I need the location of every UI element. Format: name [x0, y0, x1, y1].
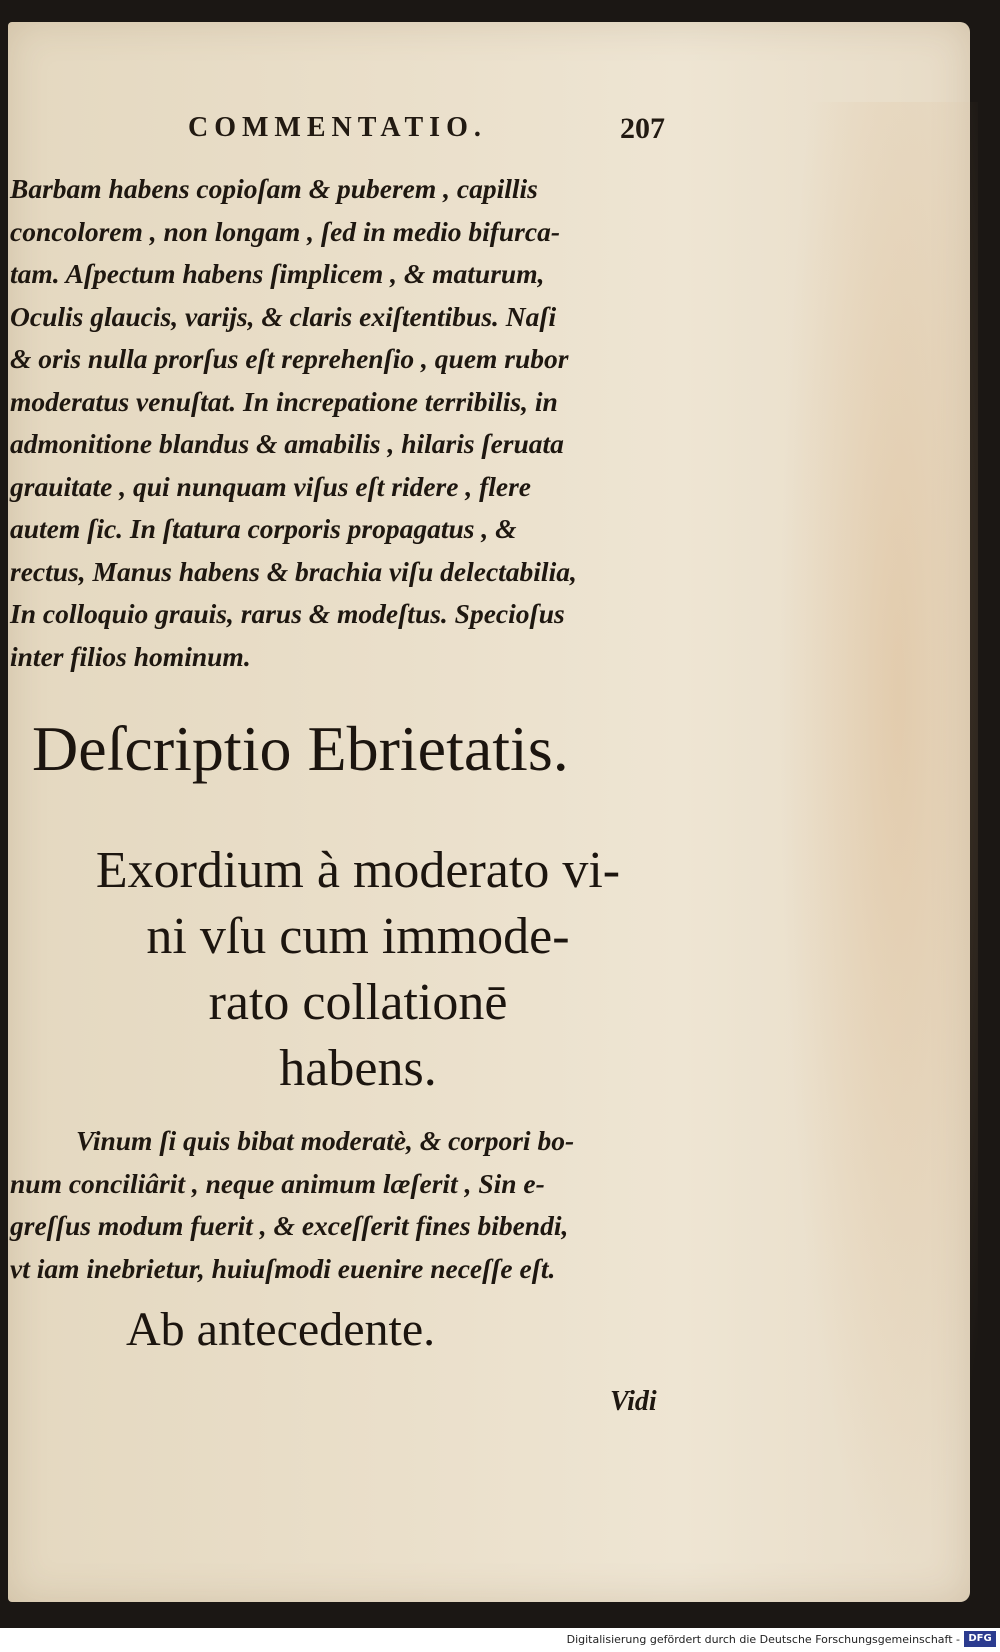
- text-line: Vinum ſi quis bibat moderatè, & corpori bo-: [76, 1125, 575, 1156]
- subtitle-line: ni vſu cum immode-: [146, 908, 570, 965]
- text-line: admonitione blandus & amabilis , hilaris ſeruata: [10, 428, 564, 459]
- section-subtitle: [8, 838, 708, 1102]
- text-line: & oris nulla prorſus eſt reprehenſio , quem rubor: [10, 343, 569, 374]
- dfg-logo: DFG: [964, 1631, 996, 1647]
- catchword: Vidi: [610, 1386, 657, 1417]
- text-line: greſſus modum fuerit , & exceſſerit fines bibendi,: [10, 1210, 569, 1241]
- text-line: moderatus venuſtat. In increpatione terribilis, in: [10, 385, 558, 417]
- text-line: vt iam inebrietur, huiuſmodi euenire neceſſe eſt.: [10, 1252, 556, 1284]
- footer-credit: Digitalisierung gefördert durch die Deutsche Forschungsgemeinschaft -: [566, 1633, 960, 1646]
- subtitle-line: Exordium à moderato vi-: [95, 842, 621, 899]
- paragraph-wine: [10, 1120, 700, 1290]
- text-line: num conciliârit , neque animum læſerit , Sin e-: [10, 1167, 545, 1199]
- paper-stain: [778, 102, 978, 1582]
- text-line: grauitate , qui nunquam viſus eſt ridere , flere: [10, 470, 531, 502]
- section-title: Deſcriptio Ebrietatis.: [32, 713, 569, 784]
- text-line: inter filios hominum.: [10, 640, 251, 672]
- text-line: In colloquio grauis, rarus & modeſtus. Specioſus: [10, 598, 565, 629]
- text-line: concolorem , non longam , ſed in medio bifurca-: [10, 215, 560, 247]
- text-line: Barbam habens copioſam & puberem , capillis: [10, 173, 538, 204]
- subtitle-line: rato collationē: [208, 974, 508, 1031]
- text-line: tam. Aſpectum habens ſimplicem , & maturum,: [10, 258, 545, 289]
- page-number: 207: [620, 112, 665, 145]
- text-line: autem ſic. In ſtatura corporis propagatus , &: [10, 513, 517, 544]
- text-line: rectus, Manus habens & brachia viſu delectabilia,: [10, 555, 577, 587]
- text-line: Oculis glaucis, varijs, & claris exiſtentibus. Naſi: [10, 300, 557, 332]
- running-head: COMMENTATIO.: [188, 112, 487, 143]
- subheading: Ab antecedente.: [126, 1303, 436, 1356]
- subtitle-line: habens.: [279, 1040, 437, 1097]
- paragraph-description: [10, 168, 700, 678]
